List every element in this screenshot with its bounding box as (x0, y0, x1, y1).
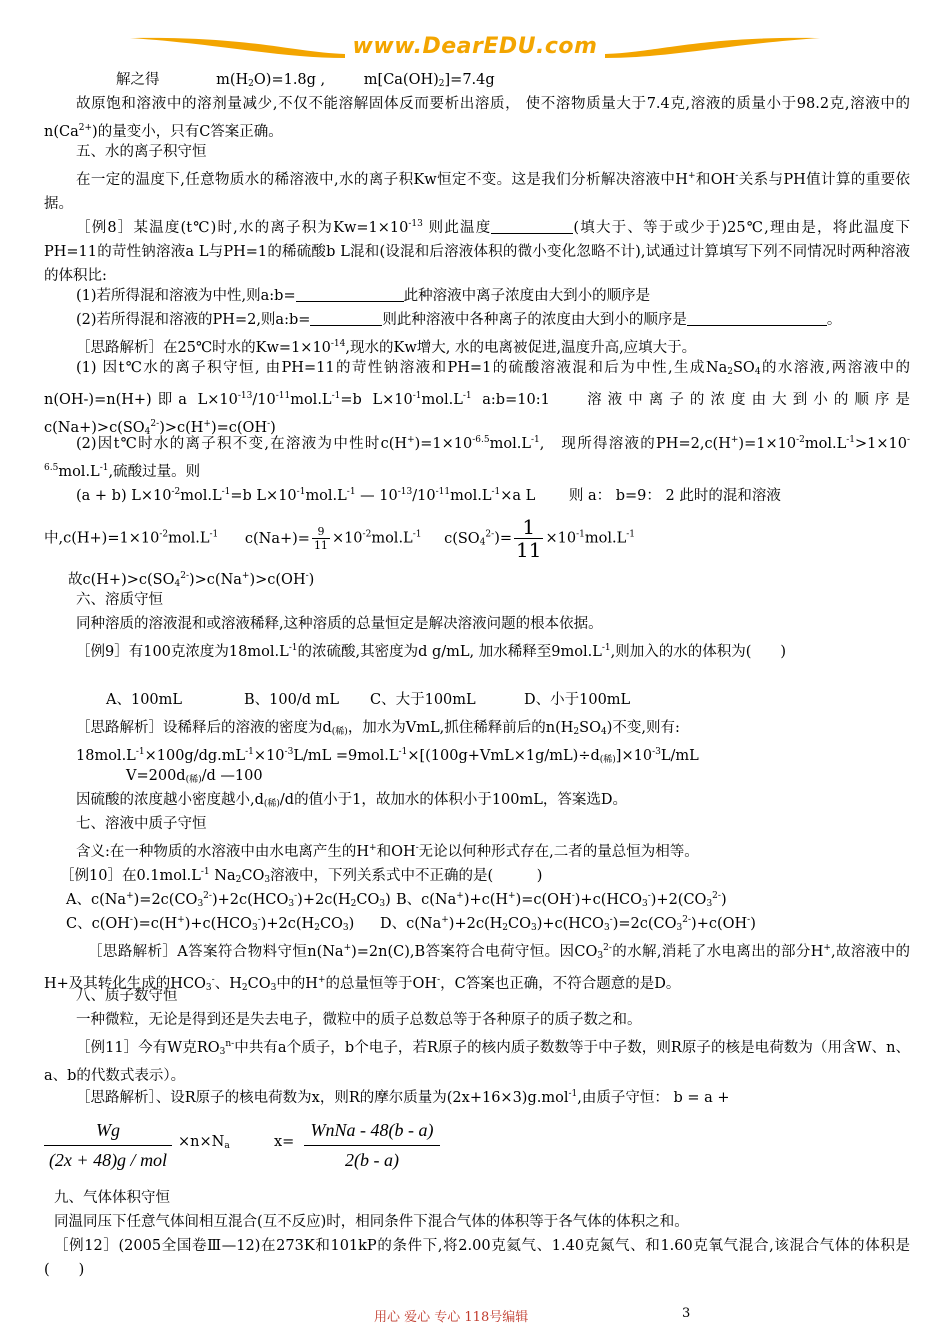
question-1: (1)若所得混和溶液为中性,则a:b= 此种溶液中离子浓度由大到小的顺序是 (76, 288, 651, 304)
analysis-8-conclusion: 故$c(H+)>c(SO_4^{2-})>c(Na^+)>c(OH^-)$ (68, 571, 315, 589)
example-10: ［例10］在$0.1mol.L^{-1}$ $Na_2CO_3$溶液中，下列关系式中不正确的是( ) (60, 867, 543, 885)
page-number: 3 (682, 1306, 691, 1321)
section-title-9: 九、气体体积守恒 (54, 1190, 170, 1206)
option-d[interactable]: D、小于100mL (524, 692, 631, 708)
example-9: ［例9］有100克浓度为$18mol.L^{-1}$的浓硫酸,其密度为d g/mL, 加水稀释至$9mol.L^{-1}$,则加入的水的体积为( ) (76, 643, 787, 660)
header-banner (130, 30, 820, 66)
example-11: ［例11］今有W克$RO_3^{n-}$中共有a个质子，b个电子，若R原子的核内质子数数等于中子数，则R原子的核是电荷数为（用含W、n、a、b的代数式表示）。 (44, 1039, 910, 1084)
paragraph-gas-volume: 同温同压下任意气体间相互混合(互不反应)时，相同条件下混合气体的体积等于各气体的体积之和。 (54, 1214, 689, 1230)
analysis-11: ［思路解析］、设R原子的核电荷数为x，则R的摩尔质量为(2x+16×3)g.mol$^{-1}$,由质子守恒： b = a + (76, 1089, 730, 1106)
section-title-5: 五、水的离子积守恒 (76, 144, 207, 160)
paragraph-conclusion: 故原饱和溶液中的溶剂量减少,不仅不能溶解固体反而要析出溶质， 使不溶物质量大于7.4克,溶液的质量小于98.2克,溶液中的$n(Ca^{2+})$的量变小，只有C答案正确。 (44, 96, 910, 140)
analysis-11-equation: Wg (2x + 48)g / mol $\times n\times N_a$ x= WnNa - 48(b - a) 2(b - a) (44, 1120, 910, 1174)
answer-blank[interactable] (310, 311, 382, 326)
example-8: ［例8］某温度(t℃)时,水的离子积为$Kw=1\times 10^{-13}$ 则此温度 (填大于、等于或少于)25℃,理由是，将此温度下PH=11的苛性钠溶液a L与PH=1的稀硫酸b L混和(设混和后溶液体积的微小变化忽略不计),试通过计算填写下列不同情况时两种溶液的体积比: (44, 219, 910, 284)
analysis-8-part-1: (1) 因t℃水的离子积守恒, 由PH=11的苛性钠溶液和PH=1的硫酸溶液混和后为中性,生成$Na_2SO_4$的水溶液,两溶液中的n(OH-)=n(H+)即a $L\times 10^{-13}/10^{-11}mol.L^{-1}=b$ $L\times 10^{-1}mol.L^{-1}$ a:b=10:1 溶液中离子的浓度由大到小的顺序是$c(Na+)>c(SO_4^{2-})>c(H^+)=c(OH^-)$ (44, 360, 910, 437)
line-solve: 解之得 $m(H_2O)=1.8g$ , $m[Ca(OH)_2]=7.4g$ (116, 72, 495, 89)
analysis-8: ［思路解析］在25℃时水的$Kw=1\times 10^{-14}$,现水的Kw增大, 水的电离被促进,温度升高,应填大于。 (76, 339, 697, 356)
fraction-x: WnNa - 48(b - a) 2(b - a) (304, 1120, 440, 1171)
answer-blank[interactable] (687, 311, 827, 326)
option-b[interactable]: B、$c(Na^+)+c(H^+)=c(OH^-)+c(HCO_3^-)+2(CO_3^{2-})$ (396, 891, 727, 909)
question-2: (2)若所得混和溶液的PH=2,则a:b= 则此种溶液中各种离子的浓度由大到小的顺序是 。 (76, 312, 842, 328)
option-a[interactable]: A、100mL (106, 692, 183, 708)
analysis-8-part-3: (a + b) $L\times 10^{-2}mol.L^{-1}=b$ $L\times 10^{-1}mol.L^{-1}$ — $10^{-13}/10^{-11}mol.L^{-1}\times a$ L 则 a： b=9： 2 此时的混和溶液 (76, 487, 781, 504)
section-title-8: 八、质子数守恒 (76, 988, 178, 1004)
footer-text: 用心 爱心 专心 118号编辑 (374, 1310, 529, 1325)
option-c[interactable]: C、$c(OH^-)=c(H^+)+c(HCO_3^-)+2c(H_2CO_3)$ (66, 915, 355, 933)
fraction-wg: Wg (2x + 48)g / mol (44, 1120, 172, 1171)
analysis-9-result: $V=200d_{(稀)}/d$ —100 (126, 768, 263, 785)
answer-blank[interactable] (296, 287, 404, 302)
paragraph-proton-count: 一种微粒，无论是得到还是失去电子，微粒中的质子总数总等于各种原子的质子数之和。 (76, 1012, 642, 1028)
analysis-10: ［思路解析］A答案符合物料守恒n(Na+)=2n(C),B答案符合电荷守恒。因$CO_3^{2-}$的水解,消耗了水电离出的部分H+,故溶液中的H+及其转化生成的$HCO_3^-$、$H_2CO_3$中的H+的总量恒等于OH-，C答案也正确，不符合题意的是D。 (44, 943, 910, 993)
paragraph-ion-product: 在一定的温度下,任意物质水的稀溶液中,水的离子积Kw恒定不变。这是我们分析解决溶液中H+和OH-关系与PH值计算的重要依据。 (44, 171, 910, 212)
section-title-7: 七、溶液中质子守恒 (76, 816, 207, 832)
option-d[interactable]: D、$c(Na^+)+2c(H_2CO_3)+c(HCO_3^-)=2c(CO_3^{2-})+c(OH^-)$ (380, 915, 756, 933)
site-name: www.DearEDU.com (352, 34, 598, 59)
paragraph-proton: 含义:在一种物质的水溶液中由水电离产生的H+和OH-无论以何种形式存在,二者的量总恒为相等。 (76, 843, 699, 860)
paragraph-solute: 同种溶质的溶液混和或溶液稀释,这种溶质的总量恒定是解决溶液问题的根本依据。 (76, 616, 603, 632)
analysis-9-answer: 因硫酸的浓度越小密度越小$,d_{(稀)}/d$的值小于1，故加水的体积小于100mL，答案选D。 (76, 792, 627, 809)
option-c[interactable]: C、大于100mL (370, 692, 476, 708)
option-a[interactable]: A、$c(Na^+)=2c(CO_3^{2-})+2c(HCO_3^-)+2c(H_2CO_3)$ (66, 891, 391, 909)
analysis-9: ［思路解析］设稀释后的溶液的密度为$d_{(稀)}$，加水为VmL,抓住稀释前后的$n(H_2SO_4)$不变,则有: (76, 720, 680, 737)
fraction-1-11: $\frac{1}{11}$ (516, 515, 542, 562)
analysis-8-part-4: 中$,c(H+)=1\times 10^{-2}mol.L^{-1}$ c(Na+)= $\frac{9}{11}$ $\times 10^{-2}mol.L^{-1}$ $c(SO_4^{2-})=$ $\frac{1}{11}$ $\times 10^{-1}mol.L^{-1}$ (44, 515, 635, 562)
analysis-8-part-2: (2)因t℃时水的离子积不变,在溶液为中性时$c(H^+)=1\times 10^{-6.5}mol.L^{-1}$, 现所得溶液的$PH=2,c(H^+)=1\times 10^{-2}mol.L^{-1}>1\times 10^{-6.5}mol.L^{-1}$,硫酸过量。则 (44, 435, 911, 480)
answer-blank[interactable] (491, 219, 573, 234)
section-title-6: 六、溶质守恒 (76, 592, 163, 608)
example-12: ［例12］(2005全国卷Ⅲ—12)在273K和101kP的条件下,将2.00克氦气、1.40克氮气、和1.60克氧气混合,该混合气体的体积是( ) (44, 1238, 910, 1278)
option-b[interactable]: B、100/d mL (244, 692, 339, 708)
fraction-9-11: $\frac{9}{11}$ (313, 525, 328, 552)
analysis-9-equation: $18mol.L^{-1}\times 100g/dg.mL^{-1}\times 10^{-3}L/mL =9mol.L^{-1}\times[(100g+VmL\times 1g/mL)\div d_{(稀)}]\times 10^{-3}L/mL$ (76, 747, 699, 765)
